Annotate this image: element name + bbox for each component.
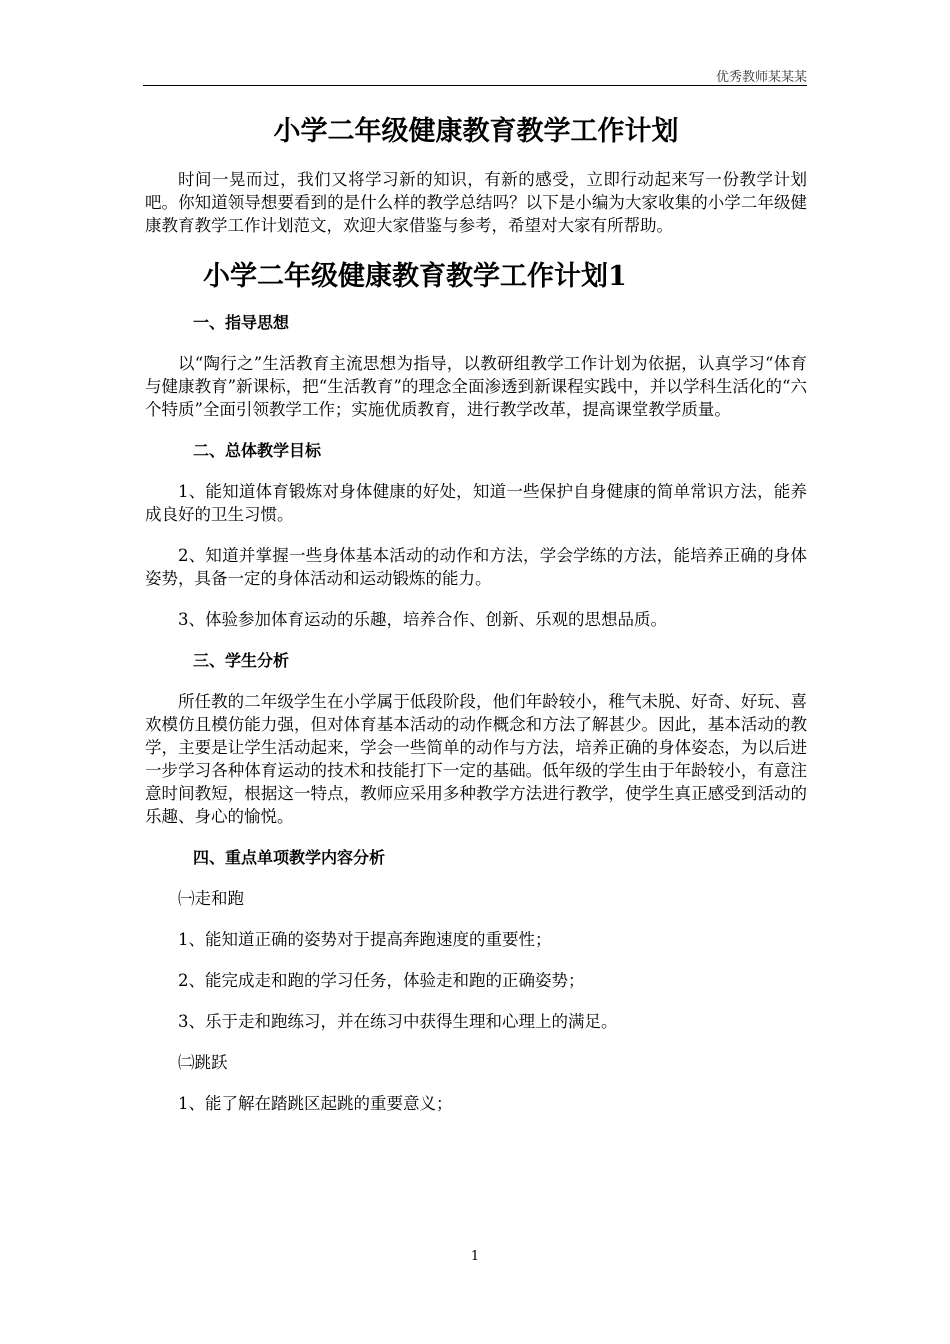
section-heading-4: 四、重点单项教学内容分析 (193, 848, 386, 867)
plan-subtitle: 小学二年级健康教育教学工作计划1 (203, 261, 627, 292)
walk-run-item-1: 1、能知道正确的姿势对于提高奔跑速度的重要性； (178, 930, 552, 949)
page-header: 优秀教师某某某 (715, 70, 807, 85)
walk-run-item-3: 3、乐于走和跑练习，并在练习中获得生理和心理上的满足。 (178, 1012, 618, 1031)
section-3-paragraph: 所任教的二年级学生在小学属于低段阶段，他们年龄较小，稚气未脱、好奇、好玩、喜欢模仿且模仿能力强，但对体育基本活动的动作概念和方法了解甚少。因此，基本活动的教学，主要是让学生活动起来，学会一些简单的动作与方法，培养正确的身体姿态，为以后进一步学习各种体育运动的技术和技能打下一定的基础。低年级的学生由于年龄较小，有意注意时间教短，根据这一特点，教师应采用多种教学方法进行教学，使学生真正感受到活动的乐趣、身心的愉悦。 (145, 692, 807, 826)
document-body (145, 112, 807, 1115)
section-heading-3: 三、学生分析 (193, 651, 290, 670)
goal-item-3: 3、体验参加体育运动的乐趣，培养合作、创新、乐观的思想品质。 (178, 610, 667, 629)
goal-item-2: 2、知道并掌握一些身体基本活动的动作和方法，学会学练的方法，能培养正确的身体姿势，具备一定的身体活动和运动锻炼的能力。 (145, 546, 807, 588)
walk-run-item-2: 2、能完成走和跑的学习任务，体验走和跑的正确姿势； (178, 971, 585, 990)
jump-item-1: 1、能了解在踏跳区起跳的重要意义； (178, 1094, 453, 1113)
subsection-walk-run: ㈠走和跑 (178, 889, 244, 908)
header-divider (143, 85, 807, 86)
intro-paragraph: 时间一晃而过，我们又将学习新的知识，有新的感受，立即行动起来写一份教学计划吧。你知道领导想要看到的是什么样的教学总结吗？以下是小编为大家收集的小学二年级健康教育教学工作计划范文，欢迎大家借鉴与参考，希望对大家有所帮助。 (145, 170, 807, 235)
section-heading-2: 二、总体教学目标 (193, 441, 322, 460)
goal-item-1: 1、能知道体育锻炼对身体健康的好处，知道一些保护自身健康的简单常识方法，能养成良好的卫生习惯。 (145, 482, 807, 524)
page-number: 1 (470, 1249, 480, 1264)
subsection-jump: ㈡跳跃 (178, 1053, 228, 1072)
section-heading-1: 一、指导思想 (193, 313, 290, 332)
document-title: 小学二年级健康教育教学工作计划 (273, 116, 679, 147)
section-1-paragraph: 以“陶行之”生活教育主流思想为指导，以教研组教学工作计划为依据，认真学习“体育与健康教育”新课标，把“生活教育”的理念全面渗透到新课程实践中，并以学科生活化的“六个特质”全面引领教学工作；实施优质教育，进行教学改革，提高课堂教学质量。 (145, 354, 807, 419)
